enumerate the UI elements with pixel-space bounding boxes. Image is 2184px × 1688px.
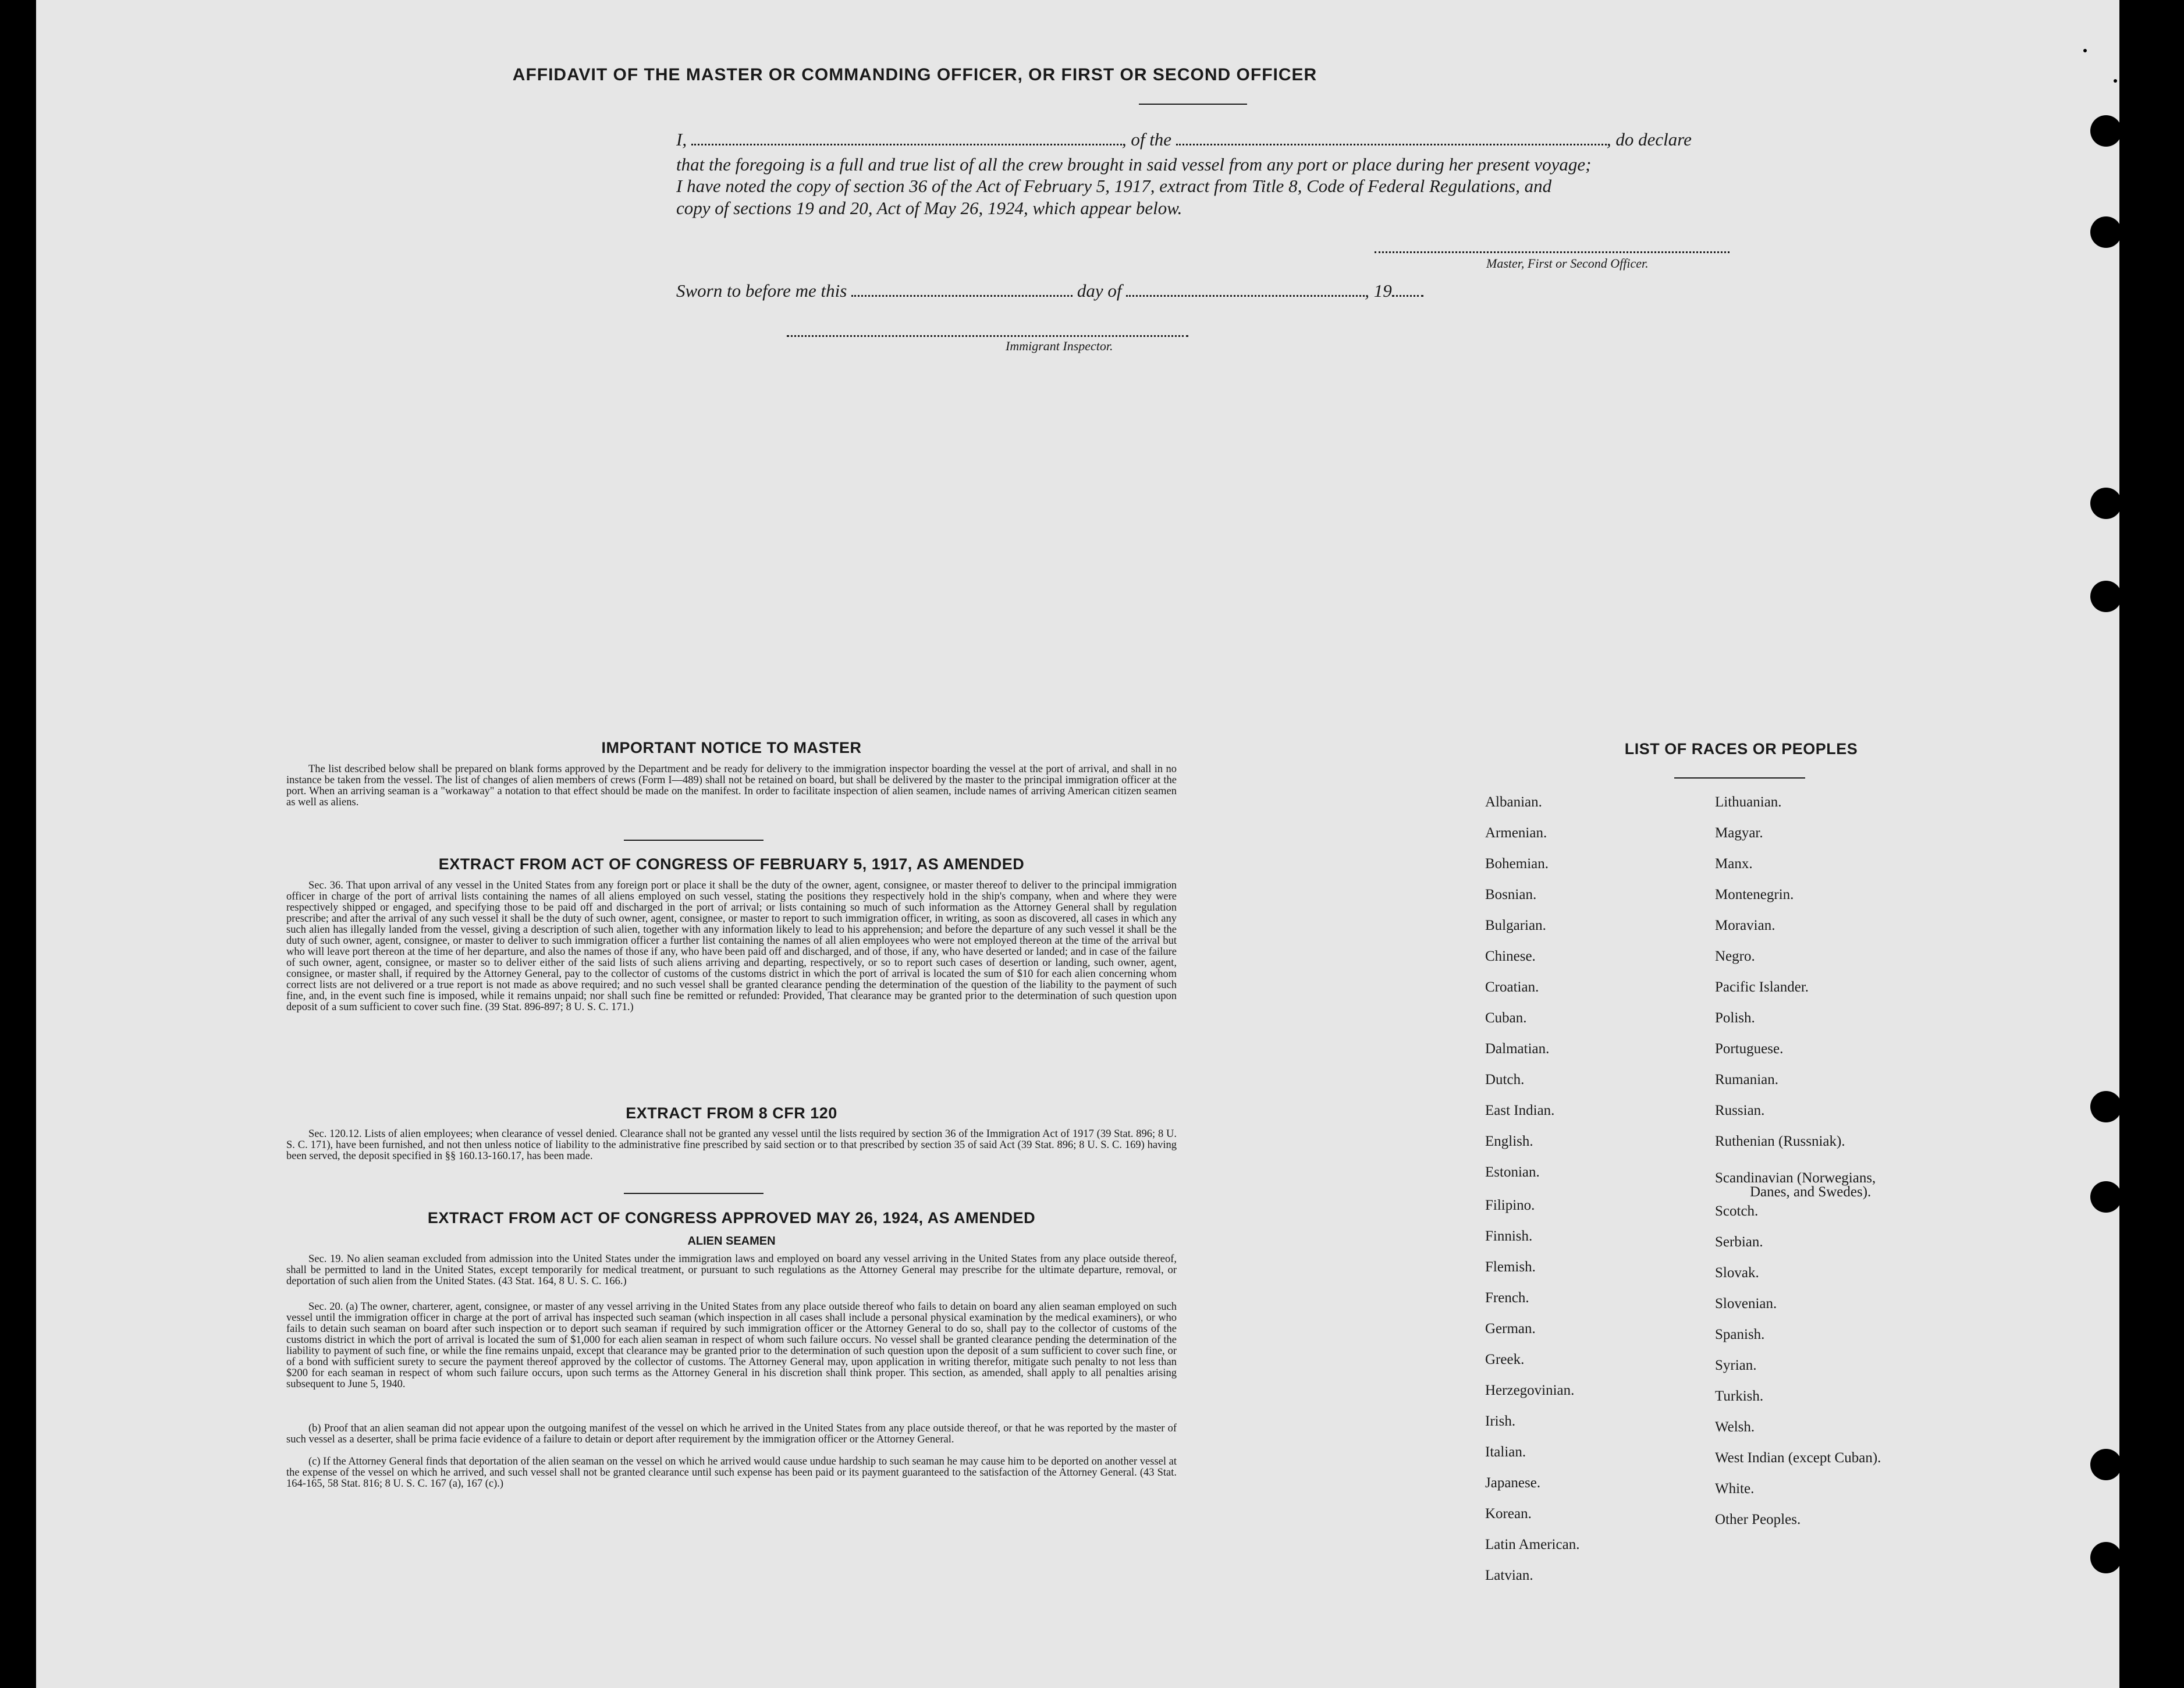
race-item: Estonian.	[1485, 1164, 1540, 1180]
races-title: LIST OF RACES OR PEOPLES	[1624, 740, 1858, 758]
affidavit-line-4: copy of sections 19 and 20, Act of May 26, 1924, which appear below.	[676, 198, 1182, 218]
notice-divider	[624, 840, 763, 841]
race-item: Danes, and Swedes).	[1750, 1184, 1872, 1200]
race-item: English.	[1485, 1133, 1533, 1149]
extract-1924-sec19: Sec. 19. No alien seaman excluded from admission into the United States under the immigration laws and employed on board any vessel arriving in the United States from any place outside thereof, shall be permitted to land in the United States, except temporarily for medical treatment, or pursuant to such regulations as the Attorney General may prescribe for the ultimate departure, removal, or deportation of such alien from the United States. (43 Stat. 164, 8 U. S. C. 166.)	[286, 1253, 1177, 1287]
races-divider	[1674, 777, 1805, 779]
race-item: Turkish.	[1715, 1388, 1764, 1404]
race-item: Scandinavian (Norwegians,	[1715, 1170, 1876, 1186]
extract-1924-sec20c: (c) If the Attorney General finds that deportation of the alien seaman on the vessel on which he arrived would cause undue hardship to such seaman he may cause him to be deported on another vessel at the expense of the vessel on which he arrived, and such vessel shall not be granted clearance until such expense has been paid or its payment guaranteed to the satisfaction of the Attorney General. (43 Stat. 164-165, 58 Stat. 816; 8 U. S. C. 167 (a), 167 (c).)	[286, 1456, 1177, 1490]
extract-1924-sec20b: (b) Proof that an alien seaman did not appear upon the outgoing manifest of the vessel on which he arrived in the United States from any place outside thereof, or that he was reported by the master of such vessel as a deserter, shall be prima facie evidence of a failure to detain or deport after requirement by the immigration officer or the Attorney General.	[286, 1423, 1177, 1445]
speck-mark	[2114, 79, 2117, 83]
race-item: Dutch.	[1485, 1072, 1525, 1088]
race-item: East Indian.	[1485, 1103, 1555, 1118]
race-item: Dalmatian.	[1485, 1041, 1550, 1057]
master-signature-line[interactable]	[1375, 251, 1730, 253]
race-item: Magyar.	[1715, 825, 1763, 841]
sworn-year-field[interactable]	[1392, 283, 1423, 297]
affidavit-declaration-line	[676, 129, 1692, 150]
affidavit-line-3: I have noted the copy of section 36 of the Act of February 5, 1917, extract from Title 8, Code of Federal Regulations, and	[676, 176, 1552, 196]
race-item: Lithuanian.	[1715, 794, 1782, 810]
race-item: Portuguese.	[1715, 1041, 1784, 1057]
race-item: Finnish.	[1485, 1228, 1533, 1244]
race-item: Syrian.	[1715, 1357, 1757, 1373]
extract-1924-sec20a: Sec. 20. (a) The owner, charterer, agent, consignee, or master of any vessel arriving in the United States from any place outside thereof who fails to detain on board any alien seaman employed on such vessel until the immigration officer in charge at the port of arrival has inspected such seaman (which inspection in all cases shall include a personal physical examination by the medical examiners), or who fails to detain such seaman on board after such inspection or to deport such seaman if required by such immigration officer or the Attorney General to do so, shall pay to the collector of customs of the customs district in which the port of arrival is located the sum of $1,000 for each alien seaman in respect of whom such failure occurs. No vessel shall be granted clearance pending the determination of the liability to payment of such fine, or while the fine remains unpaid, except that clearance may be granted prior to the determination of such question upon the deposit of a sum sufficient to cover such fine, or of a bond with sufficient surety to secure the payment thereof approved by the collector of customs. The Attorney General may, upon application in writing therefor, mitigate such penalty to not less than $200 for each seaman in respect of whom such failure occurs, upon such terms as the Attorney General in his discretion shall think proper. This section, as amended, shall apply to all penalties arising subsequent to June 5, 1940.	[286, 1301, 1177, 1390]
sworn-day-of-label: day of	[1077, 280, 1122, 301]
master-signature-caption: Master, First or Second Officer.	[1486, 256, 1649, 271]
race-item: Albanian.	[1485, 794, 1542, 810]
speck-mark	[2083, 49, 2087, 52]
notice-text: The list described below shall be prepared on blank forms approved by the Department and be ready for delivery to the immigration inspector boarding the vessel at the port of arrival, and shall in no instance be taken from the vessel. The list of changes of alien members of crews (Form I—489) shall not be retained on board, but shall be delivered by the master to the principal immigration officer at the port. When an arriving seaman is a "workaway" a notation to that effect should be made on the manifest. In order to facilitate inspection of alien seamen, include names of arriving American citizen seamen as well as aliens.	[286, 763, 1177, 808]
affidavit-do-declare-label: , do declare	[1606, 129, 1692, 150]
punch-hole	[2090, 1542, 2122, 1573]
race-item: Russian.	[1715, 1103, 1765, 1118]
race-item: Latvian.	[1485, 1568, 1533, 1583]
race-item: Montenegrin.	[1715, 887, 1794, 902]
punch-hole	[2090, 581, 2122, 612]
affidavit-of-the-label: , of the	[1121, 129, 1172, 150]
race-item: Italian.	[1485, 1444, 1526, 1460]
notice-title: IMPORTANT NOTICE TO MASTER	[601, 739, 862, 756]
sworn-day-field[interactable]	[851, 283, 1073, 297]
punch-hole	[2090, 1181, 2122, 1213]
extract-1917-text: Sec. 36. That upon arrival of any vessel in the United States from any foreign port or place it shall be the duty of the owner, agent, consignee, or master thereof to deliver to the principal immigration officer in charge of the port of arrival lists containing the names of all aliens employed on such vessel, stating the positions they respectively hold in the ship's company, when and where they were respectively shipped or engaged, and specifying those to be paid off and discharged in the port of arrival; or lists containing so much of such information as the Attorney General shall by regulation prescribe; and after the arrival of any such vessel it shall be the duty of such owner, agent, consignee, or master to report to such immigration officer, in writing, as soon as discovered, all cases in which any such alien has illegally landed from the vessel, giving a description of such alien, together with any information likely to lead to his apprehension; and before the departure of any such vessel it shall be the duty of such owner, agent, consignee, or master to deliver to such immigration officer a further list containing the names of all alien employees who were not employed thereon at the time of the arrival but who will leave port thereon at the time of her departure, and also the names of those if any, who have been paid off and discharged, and of those, if any, who have deserted or landed; and in case of the failure of such owner, agent, consignee, or master so to deliver either of the said lists of such aliens arriving and departing, respectively, or so to report such cases of desertion or landing, such owner, agent, consignee, or master shall, if required by the Attorney General, pay to the collector of customs of the customs district in which the port of arrival is located the sum of $10 for each alien concerning whom correct lists are not delivered or a true report is not made as above required; and no such vessel shall be granted clearance pending the determination of the question of the liability to the payment of such fine, and, in the event such fine is imposed, while it remains unpaid; nor shall such fine be remitted or refunded: Provided, That clearance may be granted prior to the determination of such question upon deposit of a sum sufficient to cover such fine. (39 Stat. 896-897; 8 U. S. C. 171.)	[286, 880, 1177, 1013]
race-item: Polish.	[1715, 1010, 1755, 1026]
race-item: Bulgarian.	[1485, 918, 1546, 933]
race-item: Bohemian.	[1485, 856, 1549, 872]
punch-hole	[2090, 1449, 2122, 1480]
race-item: Manx.	[1715, 856, 1753, 872]
extract-cfr-text: Sec. 120.12. Lists of alien employees; when clearance of vessel denied. Clearance shall not be granted any vessel until the lists required by section 36 of the Immigration Act of 1917 (39 Stat. 896; 8 U. S. C. 171), have been furnished, and not then unless notice of liability to the administrative fine prescribed by said section or to that prescribed by section 35 of said Act (39 Stat. 896; 8 U. S. C. 169) having been served, the deposit specified in §§ 160.13-160.17, has been made.	[286, 1128, 1177, 1162]
title-divider	[1139, 104, 1247, 105]
race-item: Ruthenian (Russniak).	[1715, 1133, 1845, 1149]
sworn-line	[676, 280, 1423, 301]
race-item: Flemish.	[1485, 1259, 1536, 1275]
race-item: Latin American.	[1485, 1537, 1580, 1552]
race-item: Pacific Islander.	[1715, 979, 1809, 995]
race-item: Croatian.	[1485, 979, 1539, 995]
affidavit-line-2: that the foregoing is a full and true list of all the crew brought in said vessel from any port or place during her present voyage;	[676, 154, 1592, 175]
race-item: Slovenian.	[1715, 1296, 1777, 1312]
race-item: Greek.	[1485, 1352, 1525, 1367]
race-item: Moravian.	[1715, 918, 1775, 933]
race-item: Filipino.	[1485, 1197, 1535, 1213]
race-item: Negro.	[1715, 948, 1755, 964]
race-item: Rumanian.	[1715, 1072, 1779, 1088]
vessel-name-field[interactable]	[1176, 132, 1607, 145]
punch-hole	[2090, 115, 2122, 147]
punch-hole	[2090, 488, 2122, 519]
sworn-month-field[interactable]	[1126, 283, 1365, 297]
sworn-19-label: , 19	[1365, 280, 1392, 301]
race-item: Bosnian.	[1485, 887, 1537, 902]
inspector-caption: Immigrant Inspector.	[1006, 339, 1113, 353]
race-item: Scotch.	[1715, 1203, 1759, 1219]
race-item: Serbian.	[1715, 1234, 1763, 1250]
race-item: Cuban.	[1485, 1010, 1527, 1026]
punch-hole	[2090, 216, 2122, 248]
race-item: Slovak.	[1715, 1265, 1759, 1281]
race-item: Korean.	[1485, 1506, 1532, 1522]
race-item: Japanese.	[1485, 1475, 1541, 1491]
extract-1924-title: EXTRACT FROM ACT OF CONGRESS APPROVED MAY 26, 1924, AS AMENDED	[427, 1209, 1036, 1227]
race-item: Spanish.	[1715, 1327, 1765, 1342]
form-page	[36, 0, 2119, 1688]
affidavit-i-label: I,	[676, 129, 687, 150]
extract-1917-title: EXTRACT FROM ACT OF CONGRESS OF FEBRUARY 5, 1917, AS AMENDED	[438, 855, 1025, 873]
inspector-signature-line[interactable]	[787, 335, 1188, 337]
race-item: Herzegovinian.	[1485, 1383, 1575, 1398]
affidavit-title: AFFIDAVIT OF THE MASTER OR COMMANDING OFFICER, OR FIRST OR SECOND OFFICER	[512, 65, 1317, 84]
alien-seamen-subtitle: ALIEN SEAMEN	[687, 1235, 776, 1248]
race-item: White.	[1715, 1481, 1755, 1497]
race-item: German.	[1485, 1321, 1536, 1337]
race-item: West Indian (except Cuban).	[1715, 1450, 1881, 1466]
race-item: Other Peoples.	[1715, 1512, 1801, 1527]
race-item: French.	[1485, 1290, 1529, 1306]
race-item: Irish.	[1485, 1413, 1516, 1429]
race-item: Chinese.	[1485, 948, 1536, 964]
master-name-field[interactable]	[691, 132, 1122, 145]
punch-hole	[2090, 1091, 2122, 1122]
cfr-divider	[624, 1193, 763, 1194]
sworn-prefix-label: Sworn to before me this	[676, 280, 847, 301]
race-item: Welsh.	[1715, 1419, 1755, 1435]
extract-cfr-title: EXTRACT FROM 8 CFR 120	[626, 1104, 837, 1122]
race-item: Armenian.	[1485, 825, 1547, 841]
